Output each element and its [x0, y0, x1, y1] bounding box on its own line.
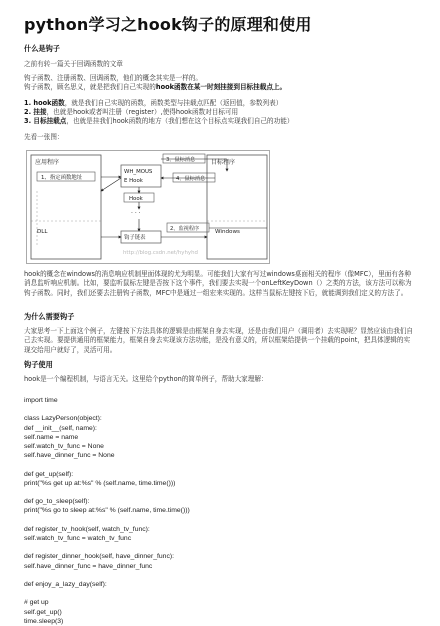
- dots-label: · · ·: [131, 210, 141, 217]
- concept-line-2: 钩子函数，顾名思义，就是把我们自己实现的hook函数在某一时刻挂接到目标挂载点上。: [24, 83, 287, 91]
- use-hook-paragraph: hook是一个编程机制，与语言无关。这里给个python的简单例子，帮助大家理解：: [24, 375, 268, 383]
- diagram-watermark: http://blog.csdn.net/hyhyhd: [123, 250, 198, 256]
- wh-mouse-label-1: WH_MOUS: [124, 169, 153, 175]
- step3-label: 3、鼠标消息: [166, 157, 196, 163]
- app-box-label: 应用程序: [35, 159, 60, 166]
- windows-label: Windows: [215, 229, 240, 235]
- heading-why-hook: 为什么需要钩子: [24, 312, 75, 321]
- func-address-label: 1、指定函数地址: [41, 175, 83, 181]
- python-code-block: import time class LazyPerson(object): def __init__(self, name): self.name = name self.watch_tv_func = None self.have_dinner_func = None def get_up(self): print("%s get up at:%s" % (self.name, time.time())) def go_to_sleep(self): print("%s go to sleep at:%s" % (self.name, time.time())) def register_tv_hook(self, watch_tv_func): self.watch_tv_func = watch_tv_func def register_dinner_hook(self, have_dinner_func): self.have_dinner_func = have_dinner_func def enjoy_a_lazy_day(self): # get up self.get_up() time.sleep(3): [24, 397, 190, 625]
- hook-box-label: Hook: [129, 196, 143, 202]
- list-item-hook-function: 1. hook函数，就是我们自己实现的函数，函数类型与挂载点匹配（返回值，参数列表）: [24, 99, 283, 107]
- see-figure-text: 先看一张图：: [24, 133, 64, 141]
- hook-diagram-svg: [27, 151, 271, 265]
- app-box: [31, 155, 101, 259]
- target-box-label: 目标程序: [211, 159, 236, 166]
- target-box: [207, 155, 267, 259]
- page-title: python学习之hook钩子的原理和使用: [24, 15, 312, 34]
- why-hook-paragraph: 大家思考一下上面这个例子，左键按下方法具体的逻辑是由框架自身去实现，还是由我们用户（调用者）去实现呢？显然应该由我们自己去实现。要提供通用的框架能力，框架自身去实现该方法功能，是没有意义的，所以框架给提供一个挂载的point，把具体逻辑的实现交给用户就好了，灵活可用。: [24, 327, 414, 354]
- dll-label: DLL: [37, 229, 48, 235]
- step4-label: 4、鼠标消息: [176, 176, 206, 182]
- list-item-register: 2. 挂接，也就是hook或者叫注册（register）,使得hook函数对目标可用: [24, 108, 239, 116]
- list-item-target-point: 3. 目标挂载点，也就是挂我们hook函数的地方（我们想在这个目标点实现我们自己的功能）: [24, 117, 294, 125]
- intro-text: 之前有转一篇关于回调函数的文章: [24, 60, 123, 68]
- heading-use-hook: 钩子使用: [24, 360, 53, 369]
- step2-label: 2、监视程序: [170, 226, 200, 232]
- explanation-paragraph: hook的概念在windows的消息响应机制里面体现的尤为明显。可能我们大家有写过windows桌面相关的程序（像MFC），里面有各种消息监听响应机制。比如，要监听鼠标左键是否按下这个事件，我们要去实现一个onLeftKeyDown（）之类的方法，该方法可以称为钩子函数。同时，我们还要去注册钩子函数，MFC中是通过一组宏来实现的。这样当鼠标左键按下后，就能调到我们定义的方法了。: [24, 270, 412, 297]
- hook-diagram: [26, 150, 270, 264]
- wh-mouse-label-2: E Hook: [124, 178, 143, 184]
- concept-line-1: 钩子函数、注册函数、回调函数，他们的概念其实是一样的。: [24, 74, 203, 82]
- heading-what-is-hook: 什么是钩子: [24, 44, 60, 53]
- hook-chain-label: 钩子链表: [124, 235, 146, 241]
